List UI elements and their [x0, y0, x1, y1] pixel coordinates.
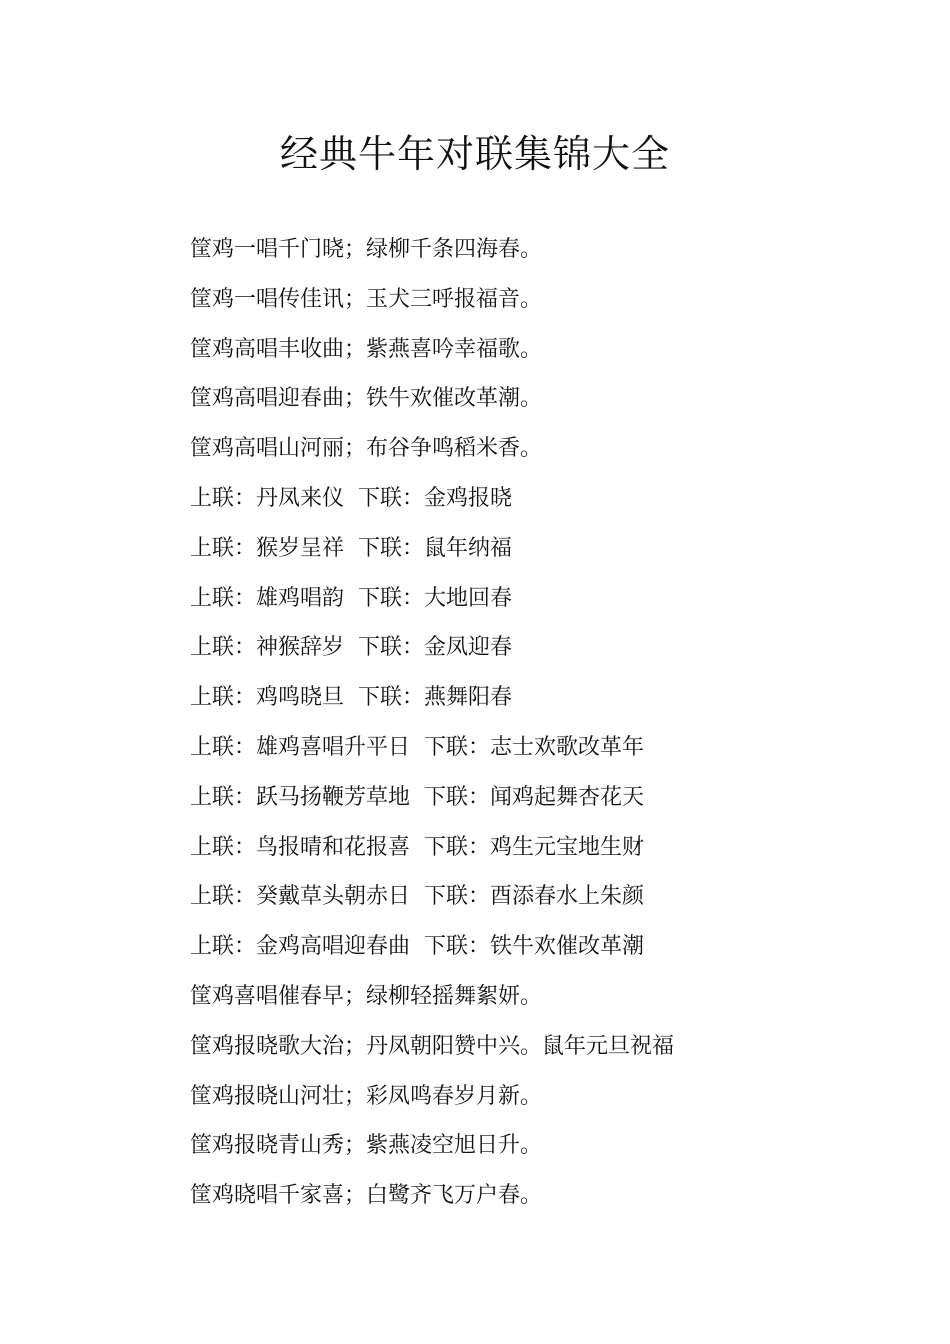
couplet-line: 筐鸡报晓青山秀；紫燕凌空旭日升。	[190, 1133, 543, 1159]
couplet-line: 上联：神猴辞岁 下联：金凤迎春	[190, 635, 512, 661]
document-title: 经典牛年对联集锦大全	[279, 132, 670, 176]
couplet-line: 筐鸡一唱传佳讯；玉犬三呼报福音。	[190, 286, 543, 312]
couplet-line: 筐鸡晓唱千家喜；白鹭齐飞万户春。	[190, 1183, 543, 1209]
couplet-line: 上联：金鸡高唱迎春曲 下联：铁牛欢催改革潮	[190, 934, 644, 960]
couplet-line: 筐鸡报晓山河壮；彩凤鸣春岁月新。	[190, 1083, 543, 1109]
couplet-line: 筐鸡高唱迎春曲；铁牛欢催改革潮。	[190, 386, 543, 412]
couplet-line: 筐鸡高唱山河丽；布谷争鸣稻米香。	[190, 436, 543, 462]
couplet-line: 筐鸡高唱丰收曲；紫燕喜吟幸福歌。	[190, 336, 543, 362]
couplet-line: 筐鸡喜唱催春早；绿柳轻摇舞絮妍。	[190, 983, 543, 1009]
couplet-line: 上联：跃马扬鞭芳草地 下联：闻鸡起舞杏花天	[190, 784, 644, 810]
couplet-line: 上联：鸟报晴和花报喜 下联：鸡生元宝地生财	[190, 834, 644, 860]
couplet-line: 上联：雄鸡喜唱升平日 下联：志士欢歌改革年	[190, 734, 644, 760]
couplet-line: 筐鸡报晓歌大治；丹凤朝阳赞中兴。鼠年元旦祝福	[190, 1033, 675, 1059]
couplet-line: 上联：猴岁呈祥 下联：鼠年纳福	[190, 535, 512, 561]
couplet-list	[190, 232, 910, 1228]
couplet-line: 上联：丹凤来仪 下联：金鸡报晓	[190, 485, 512, 511]
couplet-line: 上联：雄鸡唱韵 下联：大地回春	[190, 585, 512, 611]
couplet-line: 上联：鸡鸣晓旦 下联：燕舞阳春	[190, 685, 512, 711]
couplet-line: 筐鸡一唱千门晓；绿柳千条四海春。	[190, 237, 543, 262]
couplet-line: 上联：癸戴草头朝赤日 下联：酉添春水上朱颜	[190, 884, 644, 910]
